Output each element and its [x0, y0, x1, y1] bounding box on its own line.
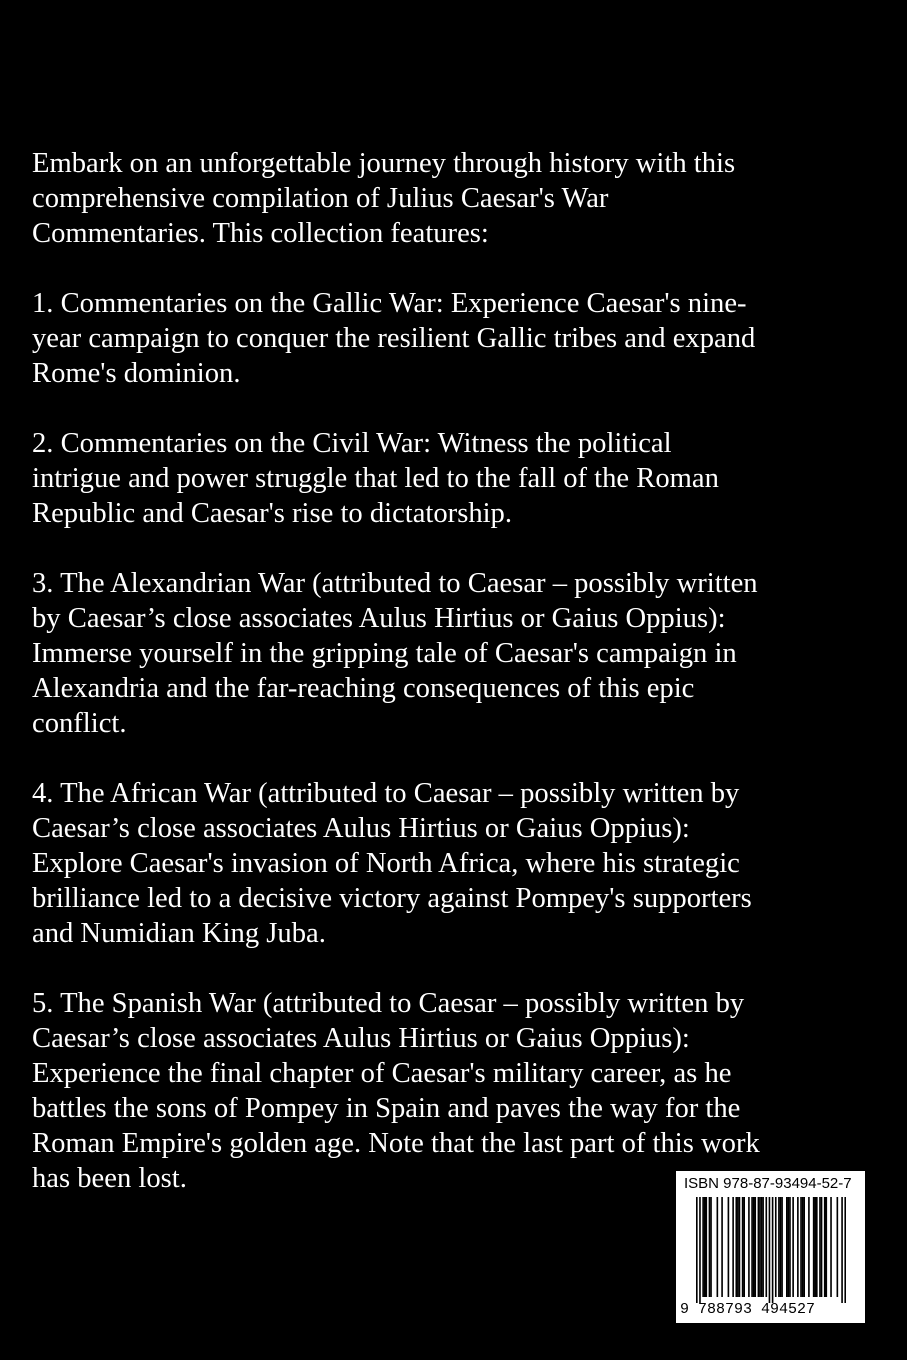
barcode-bar — [754, 1197, 756, 1297]
barcode-bar — [739, 1197, 741, 1297]
barcode-bar — [705, 1197, 707, 1297]
barcode-bar — [821, 1197, 823, 1297]
barcode-bar — [788, 1197, 790, 1297]
barcode-bar — [753, 1197, 755, 1297]
barcode-bar — [808, 1197, 810, 1297]
barcode-bar — [775, 1197, 777, 1297]
barcode-bar — [748, 1197, 750, 1297]
blurb-item-spanish-war: 5. The Spanish War (attributed to Caesar – possibly written by Caesar’s close associates Aulus Hirtius or Gaius Oppius): Experience the final chapter of Caesar's military career, as he battles the sons of Pompey in Spain and paves the way for the Roman Empire's golden age. Note that the last part of this work has been lost. — [32, 988, 760, 1194]
barcode-bar — [772, 1197, 774, 1303]
barcode-bar — [780, 1197, 782, 1297]
barcode-bar — [797, 1197, 799, 1297]
barcode-bar — [702, 1197, 704, 1297]
barcode-bar — [696, 1197, 698, 1303]
barcode-bar — [802, 1197, 804, 1297]
barcode-bar — [699, 1197, 701, 1303]
ean-digits: 9 788793 494527 — [680, 1301, 816, 1318]
barcode-bar — [781, 1197, 783, 1297]
barcode-bar — [813, 1197, 815, 1297]
barcode-bar — [721, 1197, 723, 1297]
barcode-bar — [837, 1197, 839, 1297]
barcode-bar — [769, 1197, 771, 1303]
barcode-bars — [696, 1197, 846, 1303]
barcode-bar — [765, 1197, 767, 1297]
blurb-item-african-war: 4. The African War (attributed to Caesar – possibly written by Caesar’s close associates Aulus Hirtius or Gaius Oppius): Explore Caesar's invasion of North Africa, where his strategic brilliance led to a decisive victory against Pompey's supporters and Numidian King Juba. — [32, 778, 752, 949]
barcode-bar — [778, 1197, 780, 1297]
barcode-bar — [816, 1197, 818, 1297]
barcode-bar — [737, 1197, 739, 1297]
barcode-bar — [825, 1197, 827, 1297]
isbn-barcode — [676, 1171, 865, 1323]
barcode-bar — [762, 1197, 764, 1297]
barcode-bar — [803, 1197, 805, 1297]
back-cover-blurb — [32, 146, 882, 1231]
barcode-bar — [717, 1197, 719, 1297]
barcode-bar — [728, 1197, 730, 1297]
barcode-bar — [814, 1197, 816, 1297]
blurb-item-civil-war: 2. Commentaries on the Civil War: Witness the political intrigue and power struggle that led to the fall of the Roman Republic and Caesar's rise to dictatorship. — [32, 428, 719, 529]
barcode-bar — [830, 1197, 832, 1297]
barcode-bar — [761, 1197, 763, 1297]
barcode-bar — [710, 1197, 712, 1297]
barcode-bar — [758, 1197, 760, 1297]
barcode-bar — [824, 1197, 826, 1297]
barcode-bar — [735, 1197, 737, 1297]
barcode-bar — [841, 1197, 843, 1303]
barcode-bar — [743, 1197, 745, 1297]
barcode-bar — [732, 1197, 734, 1297]
barcode-bar — [742, 1197, 744, 1297]
barcode-bar — [792, 1197, 794, 1297]
barcode-bar — [704, 1197, 706, 1297]
barcode-bar — [800, 1197, 802, 1297]
barcode-bar — [789, 1197, 791, 1297]
barcode-bar — [786, 1197, 788, 1297]
blurb-item-alexandrian-war: 3. The Alexandrian War (attributed to Caesar – possibly written by Caesar’s close associates Aulus Hirtius or Gaius Oppius): Immerse yourself in the gripping tale of Caesar's campaign in Alexandria and the far-reaching consequences of this epic conflict. — [32, 568, 758, 739]
barcode-bar — [844, 1197, 846, 1303]
isbn-label: ISBN 978-87-93494-52-7 — [684, 1175, 852, 1192]
blurb-item-gallic-war: 1. Commentaries on the Gallic War: Experience Caesar's nine- year campaign to conquer the resilient Gallic tribes and expand Rome's dominion. — [32, 288, 756, 389]
barcode-bar — [819, 1197, 821, 1297]
barcode-bar — [759, 1197, 761, 1297]
barcode-bar — [709, 1197, 711, 1297]
blurb-intro: Embark on an unforgettable journey through history with this comprehensive compilation of Julius Caesar's War Commentaries. This collection features: — [32, 148, 736, 249]
barcode-bar — [751, 1197, 753, 1297]
